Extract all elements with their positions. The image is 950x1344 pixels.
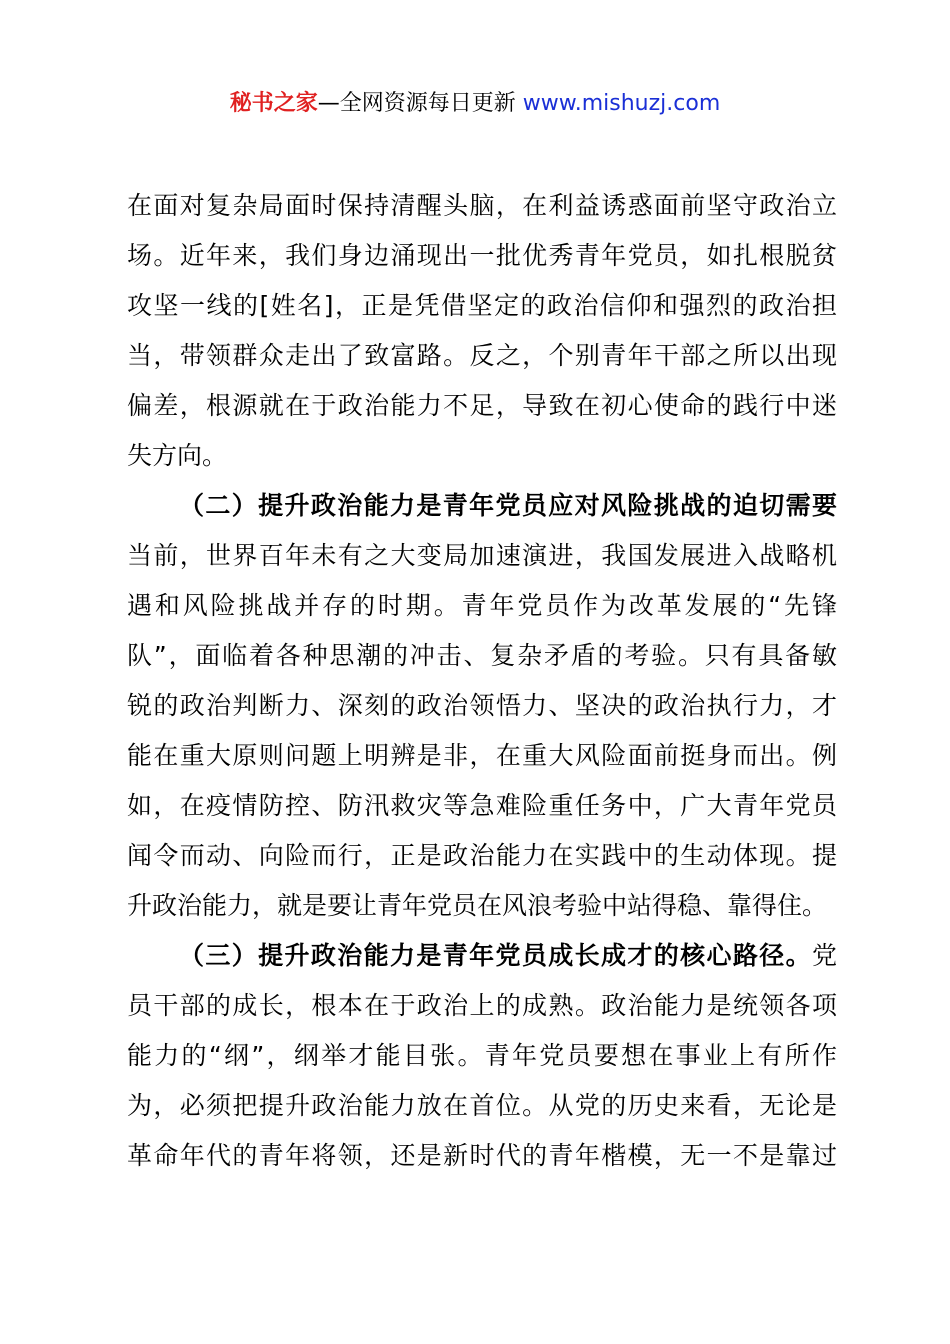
site-banner [0, 86, 950, 122]
text-line: 能力的“纲”，纲举才能目张。青年党员要想在事业上有所作 [127, 1041, 837, 1070]
text-line: 升政治能力，就是要让青年党员在风浪考验中站得稳、靠得住。 [127, 891, 828, 920]
text-line: 偏差，根源就在于政治能力不足，导致在初心使命的践行中迷 [127, 391, 837, 420]
text-line: 攻坚一线的[姓名]，正是凭借坚定的政治信仰和强烈的政治担 [127, 291, 837, 320]
text-line: 锐的政治判断力、深刻的政治领悟力、坚决的政治执行力，才 [127, 691, 837, 720]
section-heading: （二）提升政治能力是青年党员应对风险挑战的迫切需要 [179, 491, 837, 520]
text-line: 遇和风险挑战并存的时期。青年党员作为改革发展的“先锋 [127, 591, 837, 620]
text-line: 场。近年来，我们身边涌现出一批优秀青年党员，如扎根脱贫 [127, 241, 837, 270]
section-two [127, 481, 837, 931]
section-heading-line [127, 931, 837, 981]
text-line: 失方向。 [127, 441, 228, 470]
text-line: 如，在疫情防控、防汛救灾等急难险重任务中，广大青年党员 [127, 791, 837, 820]
heading-tail-text: 党 [811, 941, 837, 970]
text-line: 闻令而动、向险而行，正是政治能力在实践中的生动体现。提 [127, 841, 837, 870]
text-line: 革命年代的青年将领，还是新时代的青年楷模，无一不是靠过 [127, 1141, 837, 1170]
text-line: 队”，面临着各种思潮的冲击、复杂矛盾的考验。只有具备敏 [127, 641, 837, 670]
section-heading: （三）提升政治能力是青年党员成长成才的核心路径。 [179, 941, 812, 970]
site-brand: 秘书之家 [229, 91, 318, 116]
text-line: 当，带领群众走出了致富路。反之，个别青年干部之所以出现 [127, 341, 837, 370]
text-line: 当前，世界百年未有之大变局加速演进，我国发展进入战略机 [127, 541, 837, 570]
paragraph-continuation [127, 181, 837, 481]
site-tagline: —全网资源每日更新 [317, 91, 523, 116]
text-line: 在面对复杂局面时保持清醒头脑，在利益诱惑面前坚守政治立 [127, 191, 837, 220]
text-line: 为，必须把提升政治能力放在首位。从党的历史来看，无论是 [127, 1091, 837, 1120]
text-line: 员干部的成长，根本在于政治上的成熟。政治能力是统领各项 [127, 991, 837, 1020]
document-body [127, 181, 837, 1181]
text-line: 能在重大原则问题上明辨是非，在重大风险面前挺身而出。例 [127, 741, 837, 770]
site-url-link[interactable]: www.mishuzj.com [522, 91, 721, 116]
section-three [127, 931, 837, 1181]
